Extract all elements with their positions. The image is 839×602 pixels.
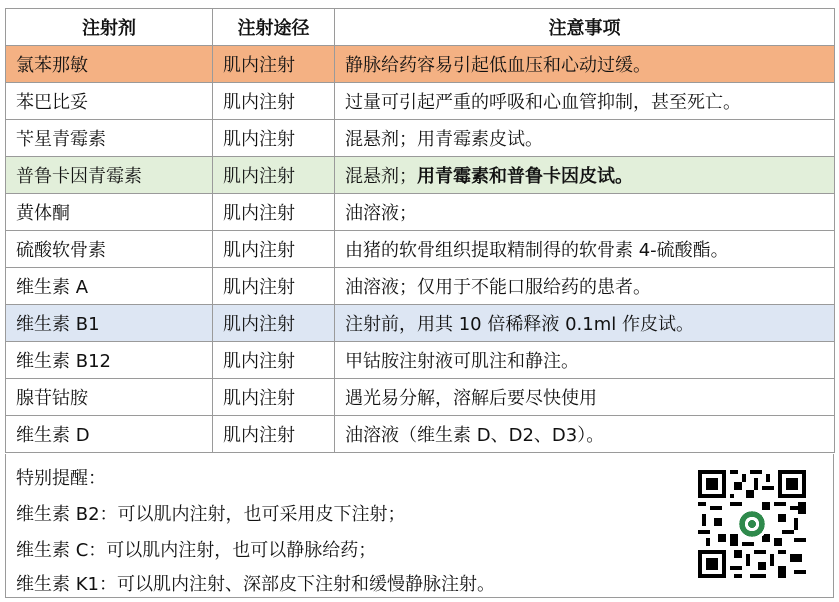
drug-cell: 氯苯那敏 [6,46,213,83]
note-cell: 油溶液（维生素 D、D2、D3）。 [335,416,835,453]
note-cell: 过量可引起严重的呼吸和心血管抑制，甚至死亡。 [335,83,835,120]
route-cell: 肌内注射 [213,231,335,268]
reminder-line: 维生素 B2：可以肌内注射，也可采用皮下注射； [16,504,406,525]
note-text: 混悬剂； [345,166,417,187]
table-row [6,231,835,268]
drug-cell: 维生素 B12 [6,342,213,379]
note-cell: 注射前，用其 10 倍稀释液 0.1ml 作皮试。 [335,305,835,342]
note-cell: 油溶液； [335,194,835,231]
note-cell: 静脉给药容易引起低血压和心动过缓。 [335,46,835,83]
route-cell: 肌内注射 [213,194,335,231]
drug-cell: 维生素 B1 [6,305,213,342]
note-cell: 甲钴胺注射液可肌注和静注。 [335,342,835,379]
route-cell: 肌内注射 [213,342,335,379]
header-route: 注射途径 [213,9,335,46]
route-cell: 肌内注射 [213,120,335,157]
note-emphasis: 用青霉素和普鲁卡因皮试。 [417,166,633,187]
note-cell [335,157,835,194]
table-header-row [6,9,835,46]
route-cell: 肌内注射 [213,83,335,120]
injection-table-sheet [5,8,834,598]
table-row [6,416,835,453]
table-row [6,83,835,120]
drug-cell: 苯巴比妥 [6,83,213,120]
header-note: 注意事项 [335,9,835,46]
route-cell: 肌内注射 [213,305,335,342]
table-row [6,120,835,157]
table-row [6,46,835,83]
injection-table [5,8,835,453]
reminder-title: 特别提醒： [16,468,106,489]
route-cell: 肌内注射 [213,157,335,194]
note-cell: 混悬剂；用青霉素皮试。 [335,120,835,157]
table-row [6,194,835,231]
route-cell: 肌内注射 [213,416,335,453]
table-row [6,157,835,194]
route-cell: 肌内注射 [213,379,335,416]
special-reminder-box [5,454,834,598]
qr-code-icon [698,470,806,578]
route-cell: 肌内注射 [213,268,335,305]
table-row [6,342,835,379]
drug-cell: 普鲁卡因青霉素 [6,157,213,194]
header-drug: 注射剂 [6,9,213,46]
drug-cell: 苄星青霉素 [6,120,213,157]
table-row [6,305,835,342]
drug-cell: 黄体酮 [6,194,213,231]
drug-cell: 维生素 D [6,416,213,453]
route-cell: 肌内注射 [213,46,335,83]
note-cell: 由猪的软骨组织提取精制得的软骨素 4-硫酸酯。 [335,231,835,268]
table-row [6,379,835,416]
drug-cell: 腺苷钴胺 [6,379,213,416]
table-row [6,268,835,305]
reminder-line: 维生素 C：可以肌内注射，也可以静脉给药； [16,540,377,561]
note-cell: 油溶液；仅用于不能口服给药的患者。 [335,268,835,305]
drug-cell: 硫酸软骨素 [6,231,213,268]
note-cell: 遇光易分解，溶解后要尽快使用 [335,379,835,416]
reminder-line: 维生素 K1：可以肌内注射、深部皮下注射和缓慢静脉注射。 [16,574,495,595]
drug-cell: 维生素 A [6,268,213,305]
